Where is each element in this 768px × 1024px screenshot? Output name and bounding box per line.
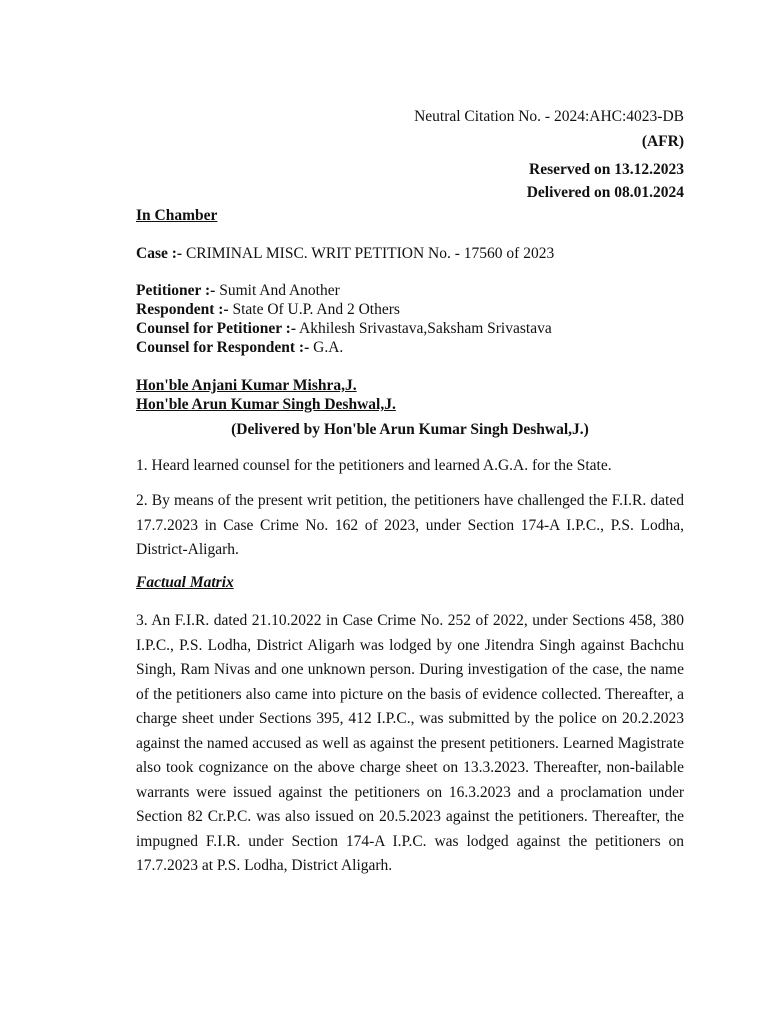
case-value: CRIMINAL MISC. WRIT PETITION No. - 17560 of 2023 [182, 245, 555, 262]
counsel-respondent-line [136, 339, 343, 357]
afr-marker: (AFR) [641, 133, 684, 150]
factual-matrix-heading: Factual Matrix [136, 574, 234, 591]
petitioner-line [136, 282, 340, 300]
paragraph-3: 3. An F.I.R. dated 21.10.2022 in Case Crime No. 252 of 2022, under Sections 458, 380 I.P.C., P.S. Lodha, District Aligarh was lodged by one Jitendra Singh against Bachchu Singh, Ram Nivas and one unknown person. During investigation of the case, the name of the petitioners also came into picture on the basis of evidence collected. Thereafter, a charge sheet under Sections 395, 412 I.P.C., was submitted by the police on 20.2.2023 against the named accused as well as against the present petitioners. Learned Magistrate also took cognizance on the above charge sheet on 13.3.2023. Thereafter, non-bailable warrants were issued against the petitioners on 16.3.2023 and a proclamation under Section 82 Cr.P.C. was also issued on 20.5.2023 against the petitioners. Thereafter, the impugned F.I.R. under Section 174-A I.P.C. was lodged against the petitioners on 17.7.2023 at P.S. Lodha, District Aligarh. [136, 612, 684, 874]
judge-1: Hon'ble Anjani Kumar Mishra,J. [136, 377, 357, 394]
petitioner-value: Sumit And Another [215, 282, 340, 299]
counsel-petitioner-label: Counsel for Petitioner :- [136, 320, 296, 337]
counsel-respondent-label: Counsel for Respondent :- [136, 339, 310, 356]
paragraph-1: 1. Heard learned counsel for the petitioners and learned A.G.A. for the State. [136, 457, 612, 474]
judge-2: Hon'ble Arun Kumar Singh Deshwal,J. [136, 396, 396, 413]
reserved-date: Reserved on 13.12.2023 [529, 161, 684, 178]
paragraph-2: 2. By means of the present writ petition, the petitioners have challenged the F.I.R. dated 17.7.2023 in Case Crime No. 162 of 2023, under Section 174-A I.P.C., P.S. Lodha, District-Aligarh. [136, 492, 684, 558]
respondent-line [136, 301, 400, 319]
delivered-date: Delivered on 08.01.2024 [526, 184, 684, 201]
petitioner-label: Petitioner :- [136, 282, 216, 299]
delivered-by: (Delivered by Hon'ble Arun Kumar Singh Deshwal,J.) [231, 421, 589, 438]
counsel-petitioner-line [136, 320, 552, 338]
case-line [136, 245, 554, 263]
respondent-label: Respondent :- [136, 301, 229, 318]
respondent-value: State Of U.P. And 2 Others [228, 301, 400, 318]
case-label: Case :- [136, 245, 183, 262]
in-chamber-heading: In Chamber [136, 207, 218, 224]
counsel-petitioner-value: Akhilesh Srivastava,Saksham Srivastava [296, 320, 552, 337]
neutral-citation: Neutral Citation No. - 2024:AHC:4023-DB [414, 108, 684, 125]
counsel-respondent-value: G.A. [309, 339, 344, 356]
